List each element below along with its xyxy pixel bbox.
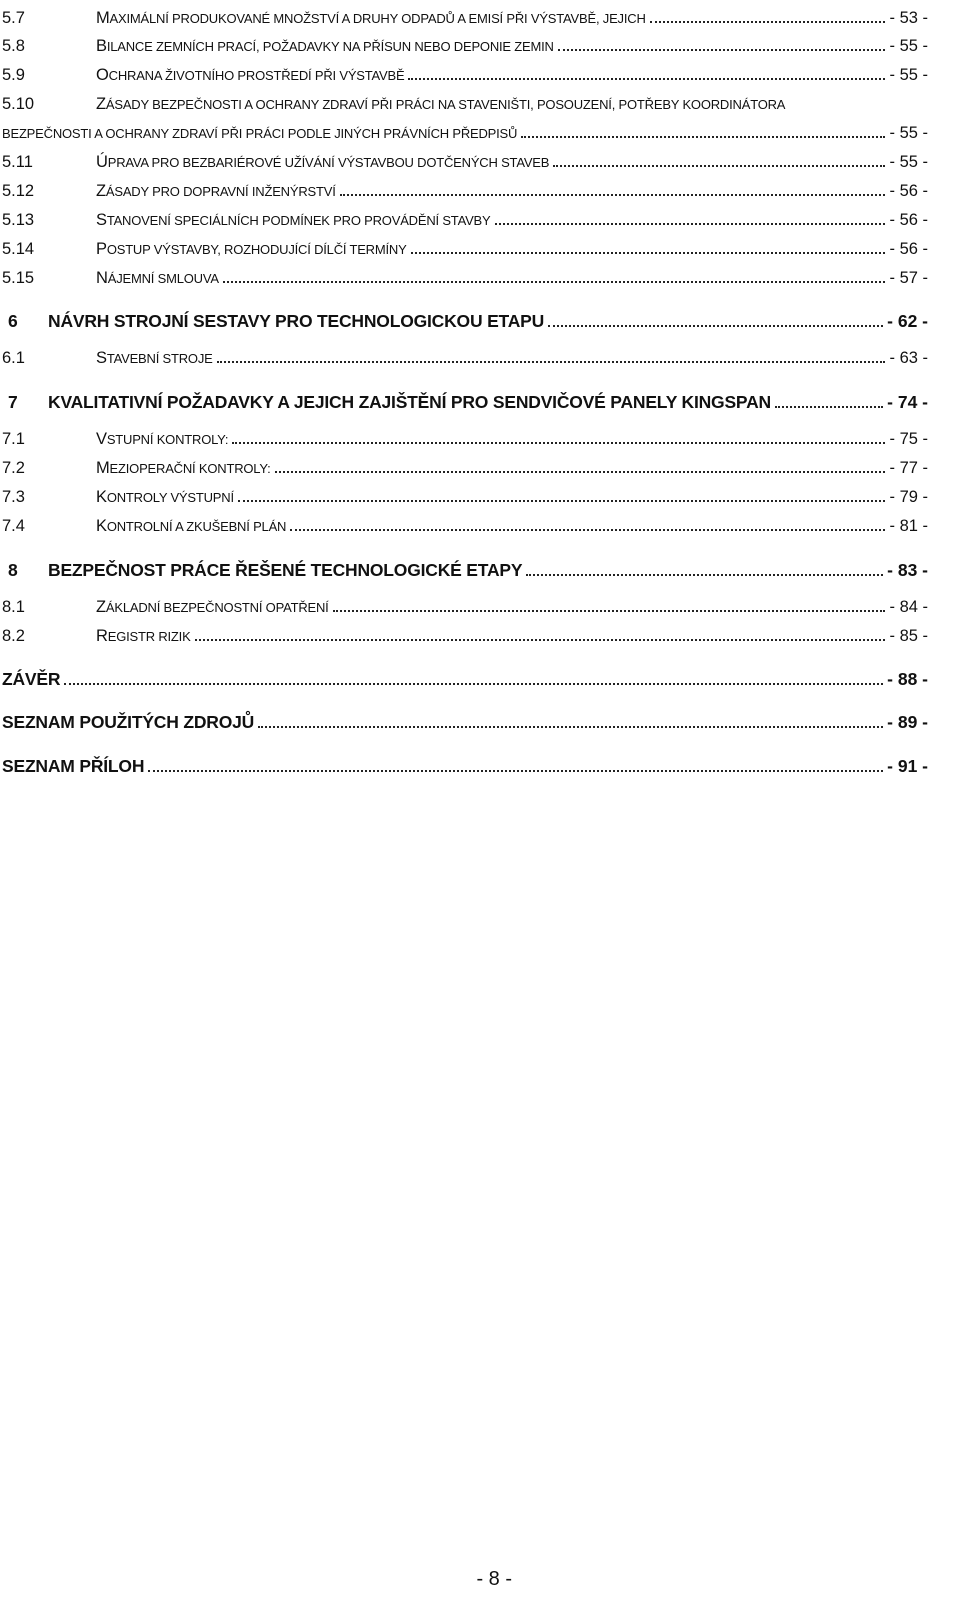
toc-entry-title — [96, 37, 557, 56]
toc-page-number: - 62 - — [887, 311, 928, 331]
toc-dot-leader — [775, 406, 883, 408]
toc-entry-title-text — [96, 240, 410, 258]
toc-entry[interactable] — [0, 549, 960, 587]
toc-entry-title-rest: ÁSADY PRO DOPRAVNÍ INŽENÝRSTVÍ — [105, 184, 336, 199]
toc-entry-title-rest: ÁSADY BEZPEČNOSTI A OCHRANY ZDRAVÍ PŘI PRÁCI NA STAVENIŠTI, POSOUZENÍ, POTŘEBY KOORDINÁTORA — [105, 97, 786, 112]
toc-page-number: - 75 - — [889, 430, 928, 448]
toc-entry-number: 8.1 — [2, 598, 25, 616]
toc-entry-title-initial: Ú — [96, 153, 108, 171]
toc-entry-title-continuation — [2, 124, 520, 143]
toc-section-title — [2, 669, 63, 690]
toc-section-title-text: ZÁVĚR — [2, 669, 63, 689]
toc-entry-title-text — [96, 182, 339, 200]
toc-entry[interactable] — [0, 745, 960, 783]
toc-entry-number: 7.1 — [2, 430, 25, 448]
toc-entry-number: 8.2 — [2, 627, 25, 645]
toc-entry-title — [96, 517, 289, 536]
toc-dot-leader — [195, 639, 886, 641]
toc-page-number: - 88 - — [887, 669, 928, 689]
toc-entry-title-initial: O — [96, 66, 109, 84]
toc-entry-title-rest: PRAVA PRO BEZBARIÉROVÉ UŽÍVÁNÍ VÝSTAVBOU DOTČENÝCH STAVEB — [107, 155, 550, 170]
toc-page-number: - 84 - — [889, 598, 928, 616]
toc-page-number: - 55 - — [889, 37, 928, 55]
toc-entry-number: 5.11 — [2, 153, 33, 171]
toc-page-number: - 56 - — [889, 211, 928, 229]
toc-dot-leader — [558, 49, 886, 51]
toc-entry-title — [96, 269, 222, 288]
toc-entry-title-text — [96, 430, 231, 448]
toc-entry-title-initial: B — [96, 37, 107, 55]
toc-entry-number: 7.2 — [2, 459, 25, 477]
toc-entry-title — [96, 349, 216, 368]
toc-entry-title-initial: M — [96, 459, 110, 477]
toc-entry-number: 5.12 — [2, 182, 35, 200]
toc-entry-number: 7.3 — [2, 488, 25, 506]
toc-entry-title-rest: AXIMÁLNÍ PRODUKOVANÉ MNOŽSTVÍ A DRUHY ODPADŮ A EMISÍ PŘI VÝSTAVBĚ, JEJICH — [109, 11, 646, 26]
toc-page-number: - 79 - — [889, 488, 928, 506]
toc-entry-title — [96, 211, 494, 230]
toc-section-title — [2, 712, 257, 733]
toc-chapter-title-text: BEZPEČNOST PRÁCE ŘEŠENÉ TECHNOLOGICKÉ ETAPY — [48, 560, 525, 580]
toc-page-number: - 57 - — [889, 269, 928, 287]
toc-entry-title-text — [96, 517, 289, 535]
toc-dot-leader — [148, 770, 883, 772]
toc-page-number: - 53 - — [889, 9, 928, 27]
toc-entry-title-text — [96, 459, 274, 477]
toc-entry-title-rest: EZIOPERAČNÍ KONTROLY: — [109, 461, 271, 476]
toc-entry-number: 5.14 — [2, 240, 35, 258]
toc-dot-leader — [495, 223, 886, 225]
toc-chapter-title-text: NÁVRH STROJNÍ SESTAVY PRO TECHNOLOGICKOU ETAPU — [48, 311, 547, 331]
toc-entry-title-initial: S — [96, 211, 107, 229]
toc-entry-title-text — [96, 153, 552, 171]
toc-dot-leader — [232, 442, 885, 444]
toc-page-number: - 74 - — [887, 392, 928, 412]
toc-entry-title-initial: V — [96, 430, 107, 448]
toc-entry-title-text — [96, 598, 332, 616]
toc-dot-leader — [64, 683, 883, 685]
toc-entry[interactable] — [0, 701, 960, 739]
toc-entry[interactable] — [0, 508, 960, 542]
toc-entry-title — [96, 95, 788, 114]
toc-page-number: - 77 - — [889, 459, 928, 477]
toc-entry-title-rest: OSTUP VÝSTAVBY, ROZHODUJÍCÍ DÍLČÍ TERMÍNY — [106, 242, 407, 257]
toc-dot-leader — [238, 500, 886, 502]
toc-entry-title — [96, 66, 407, 85]
toc-entry-number: 5.10 — [2, 95, 35, 113]
toc-entry-title-rest: BEZPEČNOSTI A OCHRANY ZDRAVÍ PŘI PRÁCI PODLE JINÝCH PRÁVNÍCH PŘEDPISŮ — [2, 126, 518, 141]
toc-entry-title-initial: R — [96, 627, 108, 645]
toc-entry-title-initial: N — [96, 269, 108, 287]
toc-entry-number: 5.7 — [2, 9, 25, 27]
toc-dot-leader — [411, 252, 886, 254]
toc-entry-number: 5.9 — [2, 66, 25, 84]
toc-entry-title-initial: Z — [96, 182, 106, 200]
toc-entry-title-rest: ÁKLADNÍ BEZPEČNOSTNÍ OPATŘENÍ — [105, 600, 329, 615]
toc-entry-title-text — [96, 211, 494, 229]
toc-dot-leader — [548, 325, 883, 327]
toc-dot-leader — [526, 574, 883, 576]
toc-chapter-title — [48, 392, 774, 413]
toc-page-number: - 56 - — [889, 182, 928, 200]
toc-chapter-title — [48, 311, 547, 332]
toc-page-number: - 56 - — [889, 240, 928, 258]
toc-entry[interactable] — [0, 340, 960, 374]
toc-dot-leader — [408, 78, 885, 80]
toc-entry-title — [96, 598, 332, 617]
toc-entry-title-text — [96, 349, 216, 367]
page-number: - 8 - — [476, 1568, 512, 1590]
toc-section-title — [2, 756, 147, 777]
toc-entry-title-text — [96, 95, 788, 113]
toc-dot-leader — [275, 471, 886, 473]
toc-entry-title-rest: TANOVENÍ SPECIÁLNÍCH PODMÍNEK PRO PROVÁDĚNÍ STAVBY — [106, 213, 491, 228]
toc-page-number: - 91 - — [887, 756, 928, 776]
toc-entry-title — [96, 182, 339, 201]
toc-entry-title — [96, 240, 410, 259]
toc-entry-title-rest: ONTROLNÍ A ZKUŠEBNÍ PLÁN — [106, 519, 287, 534]
toc-dot-leader — [650, 21, 886, 23]
toc-entry-title — [96, 627, 194, 646]
toc-page-number: - 83 - — [887, 560, 928, 580]
toc-entry-title-rest: CHRANA ŽIVOTNÍHO PROSTŘEDÍ PŘI VÝSTAVBĚ — [108, 68, 405, 83]
toc-entry-title-text — [96, 627, 194, 645]
toc-entry-title — [96, 430, 231, 449]
toc-entry-title-rest: EGISTR RIZIK — [107, 629, 191, 644]
toc-dot-leader — [258, 726, 883, 728]
toc-entry[interactable] — [0, 300, 960, 338]
toc-entry-title-initial: S — [96, 349, 107, 367]
toc-entry-title — [96, 488, 237, 507]
toc-dot-leader — [333, 610, 886, 612]
toc-entry-title-text — [96, 37, 557, 55]
toc-entry[interactable] — [0, 618, 960, 652]
toc-entry-number: 5.8 — [2, 37, 25, 55]
toc-chapter-title — [48, 560, 525, 581]
toc-entry-title-initial: M — [96, 9, 110, 27]
toc-chapter-number: 6 — [8, 311, 18, 331]
toc-dot-leader — [521, 136, 885, 138]
toc-chapter-title-text: KVALITATIVNÍ POŽADAVKY A JEJICH ZAJIŠTĚNÍ PRO SENDVIČOVÉ PANELY KINGSPAN — [48, 392, 774, 412]
toc-entry-number: 6.1 — [2, 349, 25, 367]
toc-entry-title-text — [96, 66, 407, 84]
toc-section-title-text: SEZNAM PŘÍLOH — [2, 756, 147, 776]
toc-entry-title-initial: K — [96, 517, 107, 535]
toc-page-number: - 63 - — [889, 349, 928, 367]
toc-entry-title-initial: Z — [96, 95, 106, 113]
toc-entry-number: 5.13 — [2, 211, 35, 229]
toc-entry-title-rest: ILANCE ZEMNÍCH PRACÍ, POŽADAVKY NA PŘÍSUN NEBO DEPONIE ZEMIN — [106, 39, 554, 54]
toc-page-number: - 85 - — [889, 627, 928, 645]
toc-dot-leader — [340, 194, 886, 196]
toc-chapter-number: 7 — [8, 392, 18, 412]
toc-entry-title-initial: K — [96, 488, 107, 506]
toc-entry-title-rest: TAVEBNÍ STROJE — [106, 351, 213, 366]
toc-entry-title-rest: ONTROLY VÝSTUPNÍ — [106, 490, 234, 505]
toc-entry-title — [96, 459, 274, 478]
toc-entry[interactable] — [0, 260, 960, 294]
toc-section-title-text: SEZNAM POUŽITÝCH ZDROJŮ — [2, 712, 257, 732]
toc-entry-title — [96, 9, 649, 28]
toc-dot-leader — [290, 529, 885, 531]
toc-page-number: - 89 - — [887, 712, 928, 732]
toc-dot-leader — [553, 165, 885, 167]
toc-entry[interactable] — [0, 381, 960, 419]
toc-page-number: - 55 - — [889, 124, 928, 142]
toc-entry-title-rest: STUPNÍ KONTROLY: — [106, 432, 229, 447]
toc-dot-leader — [223, 281, 886, 283]
toc-dot-leader — [217, 361, 886, 363]
toc-entry-title-text — [96, 9, 649, 27]
toc-page-number: - 55 - — [889, 153, 928, 171]
toc-entry-title — [96, 153, 552, 172]
toc-entry-title-text — [96, 488, 237, 506]
toc-entry[interactable] — [0, 658, 960, 696]
toc-entry-title-text — [96, 269, 222, 287]
toc-entry-title-initial: Z — [96, 598, 106, 616]
toc-entry-title-initial: P — [96, 240, 107, 258]
toc-entry-title-text — [2, 124, 520, 142]
toc-entry-number: 5.15 — [2, 269, 35, 287]
toc-page-number: - 55 - — [889, 66, 928, 84]
toc-entry-number: 7.4 — [2, 517, 25, 535]
toc-chapter-number: 8 — [8, 560, 18, 580]
toc-entry-title-rest: ÁJEMNÍ SMLOUVA — [107, 271, 219, 286]
toc-page-number: - 81 - — [889, 517, 928, 535]
